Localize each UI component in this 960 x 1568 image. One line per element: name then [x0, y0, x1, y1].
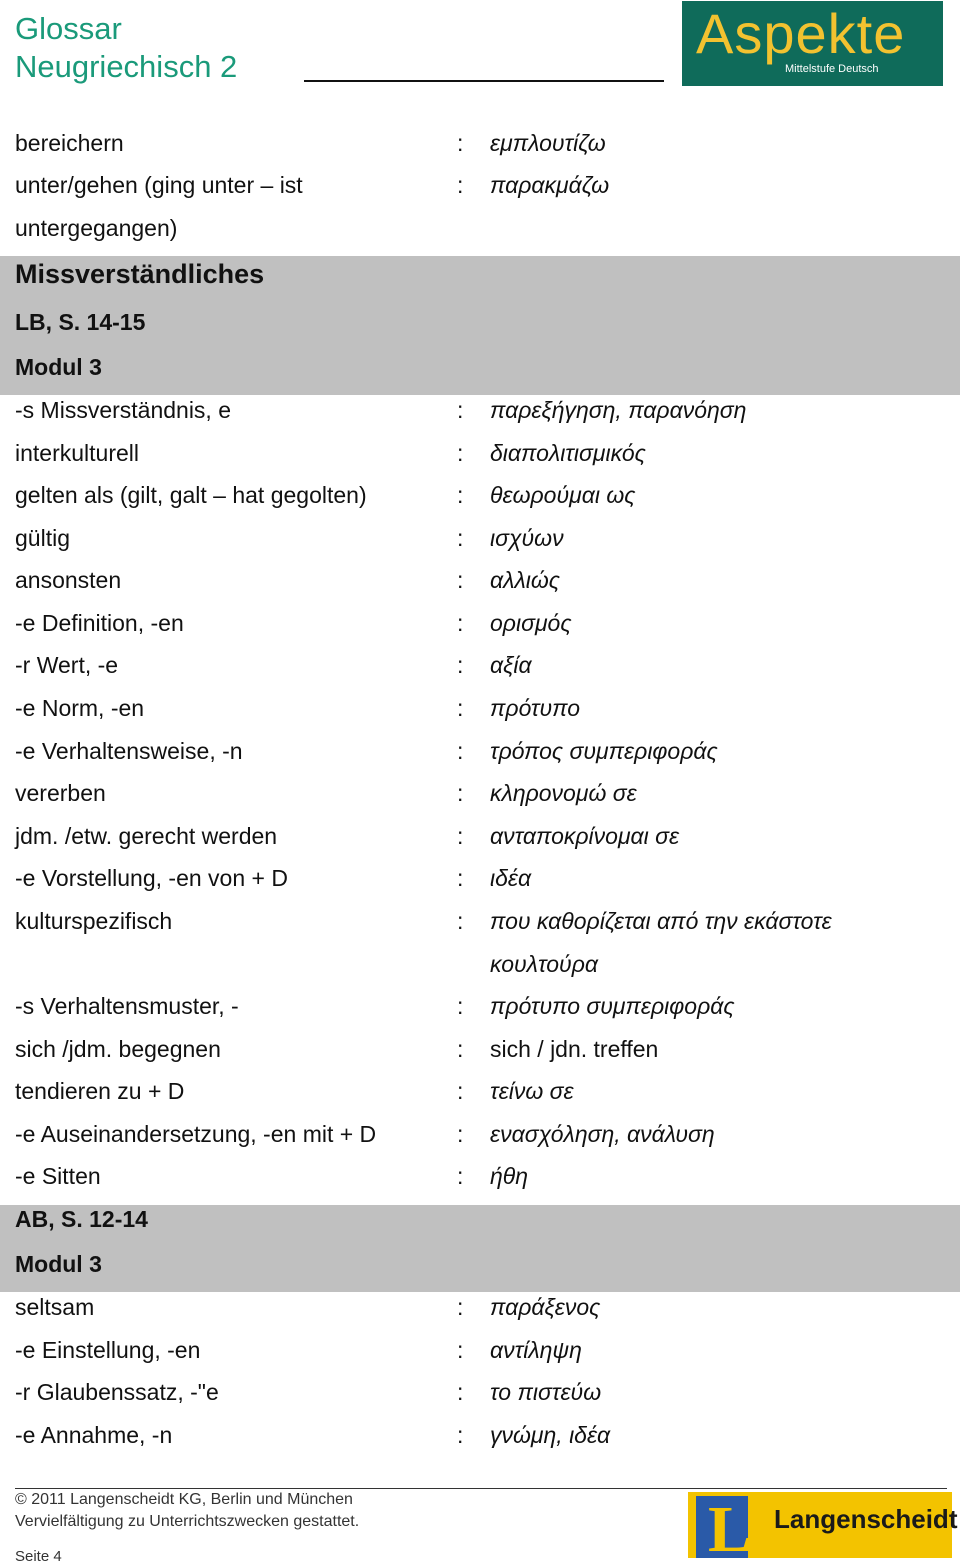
entry-row [0, 164, 960, 206]
entry-row [0, 644, 960, 686]
entry-greek: τείνω σε [490, 1078, 574, 1104]
entry-colon: : [457, 865, 464, 891]
aspekte-logo-subtitle: Mittelstufe Deutsch [785, 63, 879, 75]
entry-row [0, 474, 960, 516]
entry-colon: : [457, 1379, 464, 1405]
entry-row [0, 985, 960, 1027]
entry-greek: παράξενος [490, 1294, 601, 1320]
entry-row [0, 389, 960, 431]
entry-greek: ιδέα [490, 865, 532, 891]
entry-greek: ανταποκρίνομαι σε [490, 823, 680, 849]
entry-greek: αλλιώς [490, 567, 560, 593]
entry-greek: το πιστεύω [490, 1379, 602, 1405]
entry-greek: γνώμη, ιδέα [490, 1422, 611, 1448]
entry-row [0, 730, 960, 772]
entry-german: interkulturell [15, 440, 139, 466]
entry-greek: παρακμάζω [490, 172, 610, 198]
entry-row [0, 602, 960, 644]
entry-row [0, 1286, 960, 1328]
entry-greek: πρότυπο [490, 695, 580, 721]
entry-colon: : [457, 440, 464, 466]
entry-colon: : [457, 1294, 464, 1320]
entry-colon: : [457, 610, 464, 636]
entry-colon: : [457, 567, 464, 593]
entry-greek: ορισμός [490, 610, 572, 636]
entry-greek: αξία [490, 652, 532, 678]
entry-greek: που καθορίζεται από την εκάστοτε [490, 908, 832, 934]
glossary-title: Glossar [15, 11, 122, 46]
section-heading: Missverständliches [15, 259, 265, 289]
entry-row [0, 517, 960, 559]
entry-row [0, 122, 960, 164]
entry-greek: παρεξήγηση, παρανόηση [490, 397, 747, 423]
entry-greek: sich / jdn. treffen [490, 1036, 659, 1062]
entry-colon: : [457, 1121, 464, 1147]
entry-colon: : [457, 1036, 464, 1062]
section-reference: AB, S. 12-14 [15, 1206, 148, 1232]
entry-german: -e Auseinandersetzung, -en mit + D [15, 1121, 377, 1147]
entry-german: -e Norm, -en [15, 695, 145, 721]
entry-greek-continuation: κουλτούρα [490, 951, 598, 977]
entry-german: sich /jdm. begegnen [15, 1036, 221, 1062]
entry-greek: ισχύων [490, 525, 564, 551]
entry-german: -e Verhaltensweise, -n [15, 738, 243, 764]
entry-german: jdm. /etw. gerecht werden [15, 823, 278, 849]
langenscheidt-logo-letter: L [708, 1493, 753, 1566]
entry-greek: αντίληψη [490, 1337, 582, 1363]
entry-greek: πρότυπο συμπεριφοράς [490, 993, 735, 1019]
entry-colon: : [457, 1337, 464, 1363]
entry-german: -e Vorstellung, -en von + D [15, 865, 288, 891]
entry-german: -r Wert, -e [15, 652, 119, 678]
entry-greek: θεωρούμαι ως [490, 482, 636, 508]
aspekte-logo [682, 1, 943, 86]
entry-greek: κληρονομώ σε [490, 780, 637, 806]
title-rule [304, 80, 664, 82]
entry-german: bereichern [15, 130, 124, 156]
entry-row [0, 1155, 960, 1197]
entry-german: vererben [15, 780, 106, 806]
entry-row [0, 900, 960, 942]
footer-rule [15, 1488, 947, 1489]
entry-colon: : [457, 1422, 464, 1448]
langenscheidt-logo-name: Langenscheidt [774, 1504, 958, 1534]
entry-german: gültig [15, 525, 70, 551]
entry-row [0, 1028, 960, 1070]
entry-german: gelten als (gilt, galt – hat gegolten) [15, 482, 367, 508]
entry-german: unter/gehen (ging unter – ist [15, 172, 303, 198]
aspekte-logo-word: Aspekte [696, 2, 906, 65]
entry-greek: τρόπος συμπεριφοράς [490, 738, 718, 764]
entry-colon: : [457, 908, 464, 934]
entry-colon: : [457, 1078, 464, 1104]
entry-german: -r Glaubenssatz, -"e [15, 1379, 219, 1405]
entry-colon: : [457, 172, 464, 198]
entry-german: ansonsten [15, 567, 122, 593]
entry-row [0, 815, 960, 857]
entry-row [0, 1070, 960, 1112]
copyright-notice: Vervielfältigung zu Unterrichtszwecken gestattet. [15, 1513, 360, 1530]
entry-german: tendieren zu + D [15, 1078, 185, 1104]
entry-row [0, 687, 960, 729]
entry-german: -e Einstellung, -en [15, 1337, 201, 1363]
entry-greek: διαπολιτισμικός [490, 440, 646, 466]
copyright-text: © 2011 Langenscheidt KG, Berlin und München [15, 1491, 353, 1508]
entry-row [0, 1414, 960, 1456]
entry-colon: : [457, 1163, 464, 1189]
entry-german: -e Annahme, -n [15, 1422, 173, 1448]
entry-row [0, 772, 960, 814]
entry-colon: : [457, 780, 464, 806]
entry-greek: ήθη [490, 1163, 529, 1189]
entry-german: kulturspezifisch [15, 908, 173, 934]
entry-row [0, 1329, 960, 1371]
entry-colon: : [457, 993, 464, 1019]
langenscheidt-logo [688, 1492, 958, 1566]
entry-row [0, 559, 960, 601]
entry-greek: ενασχόληση, ανάλυση [490, 1121, 715, 1147]
entry-row [0, 1113, 960, 1155]
entry-colon: : [457, 525, 464, 551]
page-number: Seite 4 [15, 1548, 62, 1565]
glossary-subtitle: Neugriechisch 2 [15, 49, 238, 84]
entry-greek: εμπλουτίζω [490, 130, 606, 156]
entry-colon: : [457, 130, 464, 156]
section-module: Modul 3 [15, 1251, 102, 1277]
entry-german: -e Definition, -en [15, 610, 184, 636]
entry-row [0, 432, 960, 474]
entry-german: -s Missverständnis, e [15, 397, 232, 423]
entry-colon: : [457, 695, 464, 721]
entry-colon: : [457, 823, 464, 849]
entry-german: seltsam [15, 1294, 95, 1320]
entry-german: -e Sitten [15, 1163, 101, 1189]
entry-row [0, 857, 960, 899]
langenscheidt-logo-mark [696, 1493, 753, 1566]
entry-german-continuation: untergegangen) [15, 215, 178, 241]
entry-colon: : [457, 397, 464, 423]
entry-row [0, 1371, 960, 1413]
entry-german: -s Verhaltensmuster, - [15, 993, 239, 1019]
section-reference: LB, S. 14-15 [15, 309, 146, 335]
entry-colon: : [457, 652, 464, 678]
section-module: Modul 3 [15, 354, 102, 380]
entry-colon: : [457, 482, 464, 508]
entry-colon: : [457, 738, 464, 764]
